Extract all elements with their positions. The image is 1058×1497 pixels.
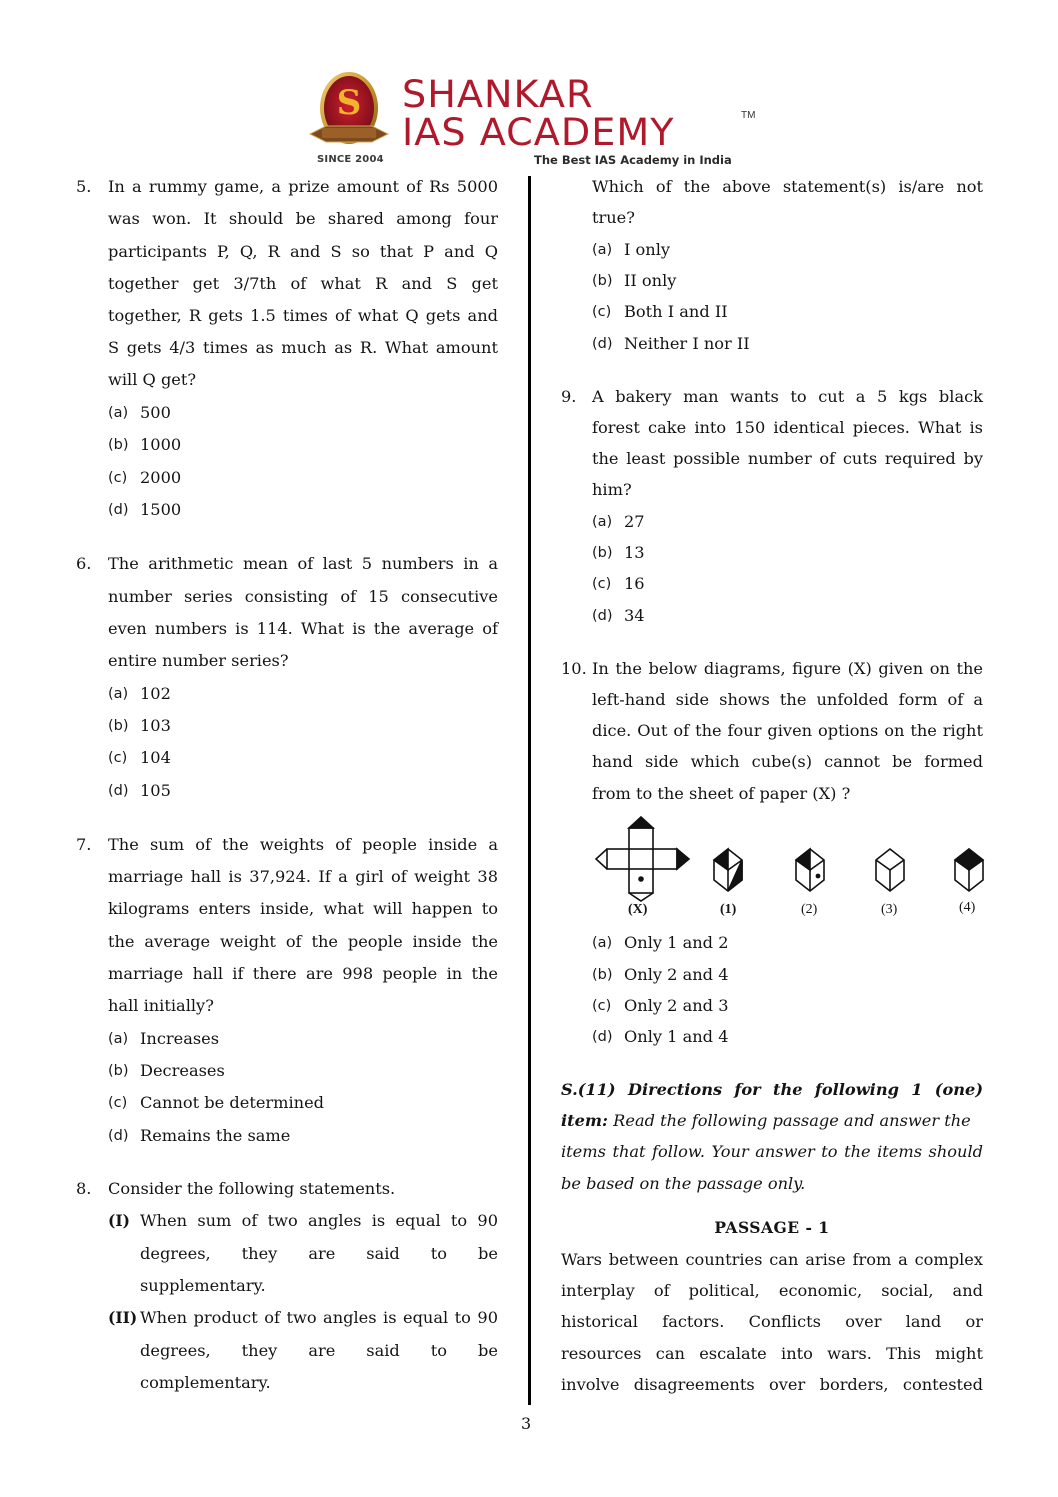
- option-text: 102: [140, 684, 171, 703]
- passage-text-line: resources can escalate into wars. This might: [561, 1344, 983, 1363]
- directions-text: Read the following passage and answer the: [608, 1111, 971, 1130]
- question-text-line: marriage hall is 37,924. If a girl of weight 38: [108, 867, 498, 886]
- option-text: 27: [624, 512, 645, 531]
- column-divider: [528, 176, 531, 1405]
- question-stem: Consider the following statements.: [108, 1179, 396, 1198]
- question-text-line: forest cake into 150 identical pieces. What is: [592, 418, 983, 437]
- question-text-line: hand side which cube(s) cannot be formed: [592, 752, 983, 771]
- question-number: 9.: [561, 387, 577, 406]
- option-label: (a): [108, 686, 129, 702]
- brand-name: [402, 73, 675, 154]
- option-text: 2000: [140, 468, 182, 487]
- figure-label-1: (1): [720, 902, 737, 917]
- option-text: 104: [140, 748, 171, 767]
- question-text-line: number series consisting of 15 consecutive: [108, 587, 498, 606]
- option-text: 105: [140, 781, 171, 800]
- logo-badge: [306, 68, 392, 156]
- badge-letter: S: [336, 83, 362, 123]
- option-label: (c): [108, 470, 128, 486]
- brand-line-1: SHANKAR: [402, 73, 594, 116]
- trademark-symbol: TM: [741, 110, 756, 121]
- statement-text-line: supplementary.: [140, 1276, 266, 1295]
- question-text-line: was won. It should be shared among four: [108, 209, 498, 228]
- question-text-line: even numbers is 114. What is the average of: [108, 619, 498, 638]
- question-text-line: The sum of the weights of people inside a: [108, 835, 498, 854]
- brand-tagline: The Best IAS Academy in India: [534, 153, 732, 167]
- question-number: 8.: [76, 1179, 92, 1198]
- directions-line: items that follow. Your answer to the items should: [561, 1142, 983, 1161]
- option-text: 16: [624, 574, 645, 593]
- question-text-line: the average weight of the people inside the: [108, 932, 498, 951]
- option-label: (a): [592, 514, 613, 530]
- question-text-line: will Q get?: [108, 370, 197, 389]
- option-label: (d): [592, 1029, 613, 1045]
- statement-text-line: degrees, they are said to be: [140, 1341, 498, 1360]
- option-label: (d): [108, 502, 129, 518]
- question-number: 7.: [76, 835, 92, 854]
- statement-text-line: When sum of two angles is equal to 90: [140, 1211, 498, 1230]
- question-text-line: Which of the above statement(s) is/are not: [592, 177, 983, 196]
- passage-text-line: interplay of political, economic, social, and: [561, 1281, 983, 1300]
- dice-figure: [590, 812, 990, 924]
- question-text-line: S gets 4/3 times as much as R. What amount: [108, 338, 498, 357]
- option-label: (d): [592, 336, 613, 352]
- option-label: (c): [108, 1095, 128, 1111]
- option-text: 34: [624, 606, 645, 625]
- question-text-line: together get 3/7th of what R and S get: [108, 274, 498, 293]
- option-label: (d): [108, 783, 129, 799]
- statement-text-line: When product of two angles is equal to 90: [140, 1308, 498, 1327]
- option-text: II only: [624, 271, 677, 290]
- option-label: (a): [108, 1031, 129, 1047]
- question-number: 5.: [76, 177, 92, 196]
- option-text: Neither I nor II: [624, 334, 750, 353]
- option-label: (b): [592, 545, 613, 561]
- option-label: (b): [592, 967, 613, 983]
- page-number: 3: [521, 1414, 532, 1433]
- question-number: 10.: [561, 659, 587, 678]
- question-text-line: In a rummy game, a prize amount of Rs 5000: [108, 177, 498, 196]
- figure-label-4: (4): [959, 900, 976, 915]
- brand-line-2: IAS ACADEMY: [402, 111, 675, 154]
- passage-heading: PASSAGE - 1: [714, 1218, 830, 1237]
- option-label: (b): [592, 273, 613, 289]
- option-text: Remains the same: [140, 1126, 291, 1145]
- question-text-line: entire number series?: [108, 651, 289, 670]
- statement-label: (I): [108, 1211, 130, 1230]
- option-label: (d): [592, 608, 613, 624]
- option-label: (c): [592, 304, 612, 320]
- question-text-line: from to the sheet of paper (X) ?: [592, 784, 851, 803]
- question-text-line: true?: [592, 208, 635, 227]
- option-label: (c): [108, 750, 128, 766]
- option-label: (a): [592, 242, 613, 258]
- directions-line: be based on the passage only.: [561, 1174, 806, 1193]
- statement-text-line: complementary.: [140, 1373, 271, 1392]
- option-text: Cannot be determined: [140, 1093, 325, 1112]
- question-text-line: participants P, Q, R and S so that P and Q: [108, 242, 498, 261]
- option-text: 1000: [140, 435, 182, 454]
- passage-text-line: Wars between countries can arise from a complex: [561, 1250, 983, 1269]
- dice-diagram-icon: [590, 812, 990, 924]
- question-text-line: A bakery man wants to cut a 5 kgs black: [592, 387, 983, 406]
- option-text: Only 2 and 4: [624, 965, 729, 984]
- question-text-line: left-hand side shows the unfolded form of a: [592, 690, 983, 709]
- figure-label-2: (2): [801, 902, 818, 917]
- option-text: 13: [624, 543, 645, 562]
- option-text: Increases: [140, 1029, 220, 1048]
- option-label: (b): [108, 1063, 129, 1079]
- figure-label-3: (3): [881, 902, 898, 917]
- option-text: 500: [140, 403, 171, 422]
- option-label: (c): [592, 576, 612, 592]
- option-label: (d): [108, 1128, 129, 1144]
- option-text: Only 2 and 3: [624, 996, 729, 1015]
- since-year-label: SINCE 2004: [317, 154, 384, 165]
- question-number: 6.: [76, 554, 92, 573]
- statement-label: (II): [108, 1308, 138, 1327]
- question-text-line: the least possible number of cuts required by: [592, 449, 983, 468]
- statement-text-line: degrees, they are said to be: [140, 1244, 498, 1263]
- option-text: Only 1 and 4: [624, 1027, 729, 1046]
- option-text: Decreases: [140, 1061, 225, 1080]
- question-text-line: The arithmetic mean of last 5 numbers in a: [108, 554, 498, 573]
- question-text-line: dice. Out of the four given options on the right: [592, 721, 983, 740]
- question-text-line: him?: [592, 480, 632, 499]
- question-text-line: hall initially?: [108, 996, 214, 1015]
- academy-emblem-icon: [306, 68, 392, 156]
- directions-line: [561, 1111, 983, 1131]
- option-text: 1500: [140, 500, 182, 519]
- option-label: (a): [592, 935, 613, 951]
- directions-lead: item:: [561, 1111, 609, 1130]
- directions-heading: S.(11) Directions for the following 1 (one): [561, 1080, 983, 1099]
- option-text: I only: [624, 240, 671, 259]
- option-label: (b): [108, 437, 129, 453]
- question-text-line: together, R gets 1.5 times of what Q gets and: [108, 306, 498, 325]
- question-text-line: In the below diagrams, figure (X) given on the: [592, 659, 983, 678]
- option-label: (c): [592, 998, 612, 1014]
- passage-text-line: involve disagreements over borders, contested: [561, 1375, 983, 1394]
- option-label: (b): [108, 718, 129, 734]
- option-label: (a): [108, 405, 129, 421]
- question-text-line: marriage hall if there are 998 people in the: [108, 964, 498, 983]
- figure-label-x: (X): [628, 902, 648, 917]
- option-text: Both I and II: [624, 302, 728, 321]
- option-text: Only 1 and 2: [624, 933, 729, 952]
- passage-text-line: historical factors. Conflicts over land or: [561, 1312, 983, 1331]
- option-text: 103: [140, 716, 171, 735]
- question-text-line: kilograms enters inside, what will happen to: [108, 899, 498, 918]
